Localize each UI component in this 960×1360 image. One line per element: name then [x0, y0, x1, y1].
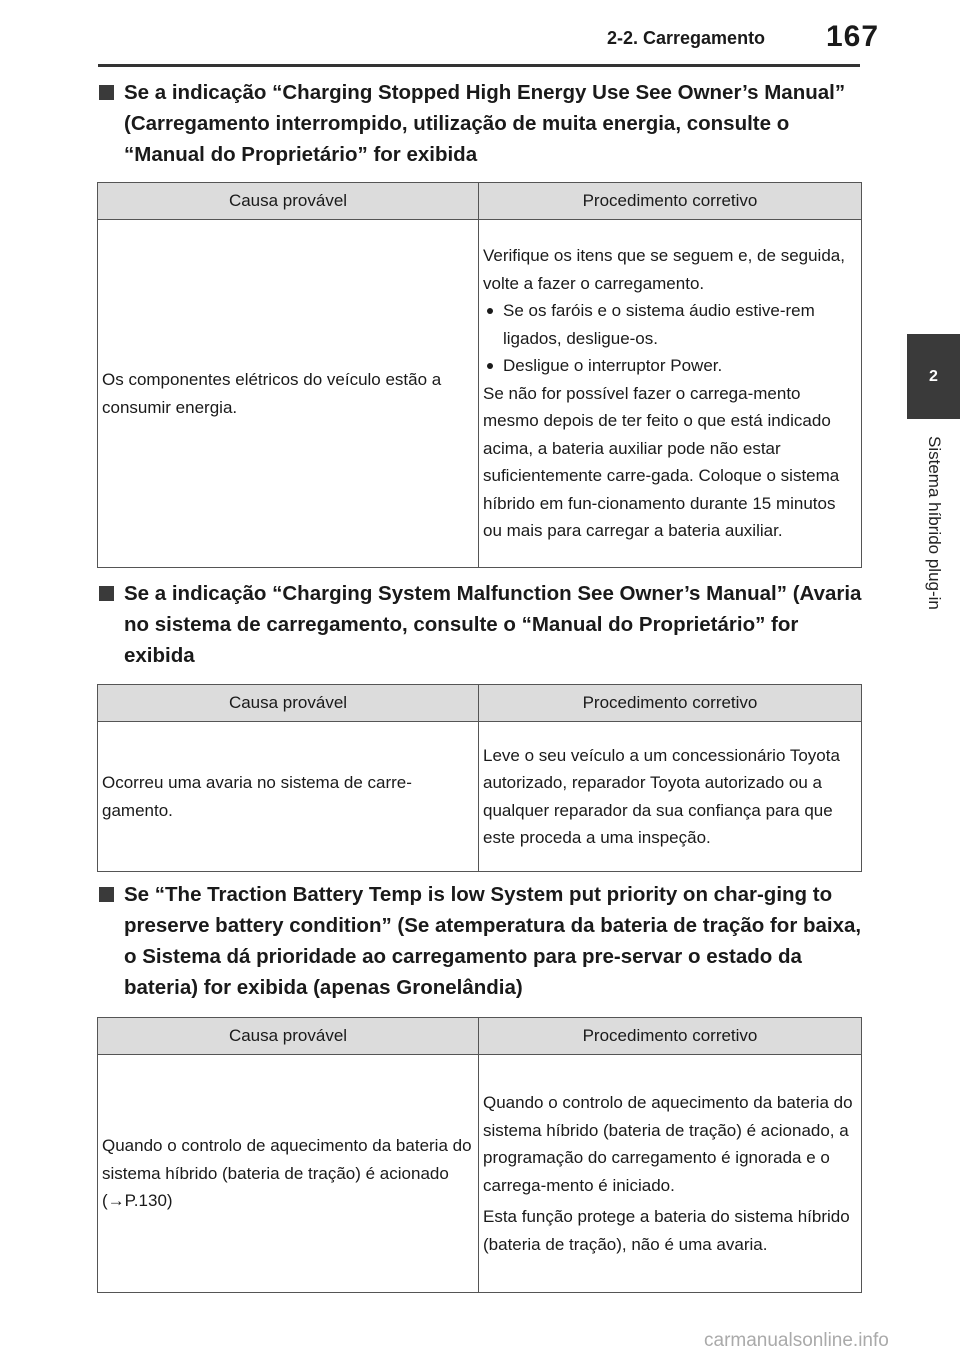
procedure-outro: Se não for possível fazer o carrega-mento mesmo depois de ter feito o que está indicado acima, a bateria auxiliar pode não estar suficientemente carre-gada. Coloque o sistema híbrido em fun-cionamento durante 15 minutos ou mais para carregar a bateria auxiliar.	[483, 383, 840, 541]
cause-table-2	[97, 684, 862, 872]
chapter-tab	[907, 334, 960, 419]
procedure-cell	[479, 722, 862, 872]
list-item: Desligue o interruptor Power.	[483, 352, 857, 380]
column-header-procedure: Procedimento corretivo	[479, 183, 862, 220]
section-heading-2	[96, 578, 866, 671]
section-heading-text: Se “The Traction Battery Temp is low System put priority on char-ging to preserve battery condition” (Se atemperatura da bateria de tração for baixa, o Sistema dá prioridade ao carregamento para pre-servar o estado da bateria) for exibida (apenas Gronelândia)	[124, 883, 862, 999]
page-number: 167	[826, 20, 880, 53]
column-header-cause: Causa provável	[98, 183, 479, 220]
cause-cell: Ocorreu uma avaria no sistema de carre-gamento.	[98, 722, 479, 872]
cause-table-3	[97, 1017, 862, 1293]
column-header-procedure: Procedimento corretivo	[479, 1018, 862, 1055]
cause-table-1	[97, 182, 862, 568]
procedure-intro: Verifique os itens que se seguem e, de seguida, volte a fazer o carregamento.	[483, 246, 845, 293]
section-heading-text: Se a indicação “Charging System Malfunction See Owner’s Manual” (Avaria no sistema de carregamento, consulte o “Manual do Proprietário” for exibida	[124, 582, 862, 667]
square-bullet-icon	[99, 85, 114, 100]
procedure-outro: Esta função protege a bateria do sistema híbrido (bateria de tração), não é uma avaria.	[483, 1207, 850, 1254]
section-heading-1	[96, 77, 866, 170]
header-rule	[98, 64, 860, 67]
chapter-tab-number: 2	[929, 367, 938, 385]
column-header-cause: Causa provável	[98, 685, 479, 722]
table-row	[98, 220, 862, 568]
table-row	[98, 1055, 862, 1293]
table-header-row	[98, 685, 862, 722]
procedure-intro: Leve o seu veículo a um concessionário Toyota autorizado, reparador Toyota autorizado ou a qualquer reparador da sua confiança para que este proceda a uma inspeção.	[483, 745, 840, 847]
chapter-tab-label: Sistema híbrido plug-in	[925, 436, 944, 610]
procedure-list	[483, 297, 857, 380]
watermark: carmanualsonline.info	[704, 1330, 889, 1351]
header-section-title: 2-2. Carregamento	[607, 28, 766, 48]
column-header-procedure: Procedimento corretivo	[479, 685, 862, 722]
section-heading-text: Se a indicação “Charging Stopped High Energy Use See Owner’s Manual” (Carregamento interrompido, utilização de muita energia, consulte o “Manual do Proprietário” for exibida	[124, 81, 846, 166]
table-header-row	[98, 1018, 862, 1055]
procedure-cell	[479, 1055, 862, 1293]
table-row	[98, 722, 862, 872]
column-header-cause: Causa provável	[98, 1018, 479, 1055]
procedure-cell	[479, 220, 862, 568]
list-item: Se os faróis e o sistema áudio estive-rem ligados, desligue-os.	[483, 297, 857, 352]
section-heading-3	[96, 879, 866, 1003]
cause-cell: Os componentes elétricos do veículo estão a consumir energia.	[98, 220, 479, 568]
square-bullet-icon	[99, 887, 114, 902]
square-bullet-icon	[99, 586, 114, 601]
table-header-row	[98, 183, 862, 220]
procedure-intro: Quando o controlo de aquecimento da bateria do sistema híbrido (bateria de tração) é acionado, a programação do carregamento é ignorada e o carrega-mento é iniciado.	[483, 1093, 853, 1195]
cause-cell: Quando o controlo de aquecimento da bateria do sistema híbrido (bateria de tração) é acionado (→P.130)	[98, 1055, 479, 1293]
